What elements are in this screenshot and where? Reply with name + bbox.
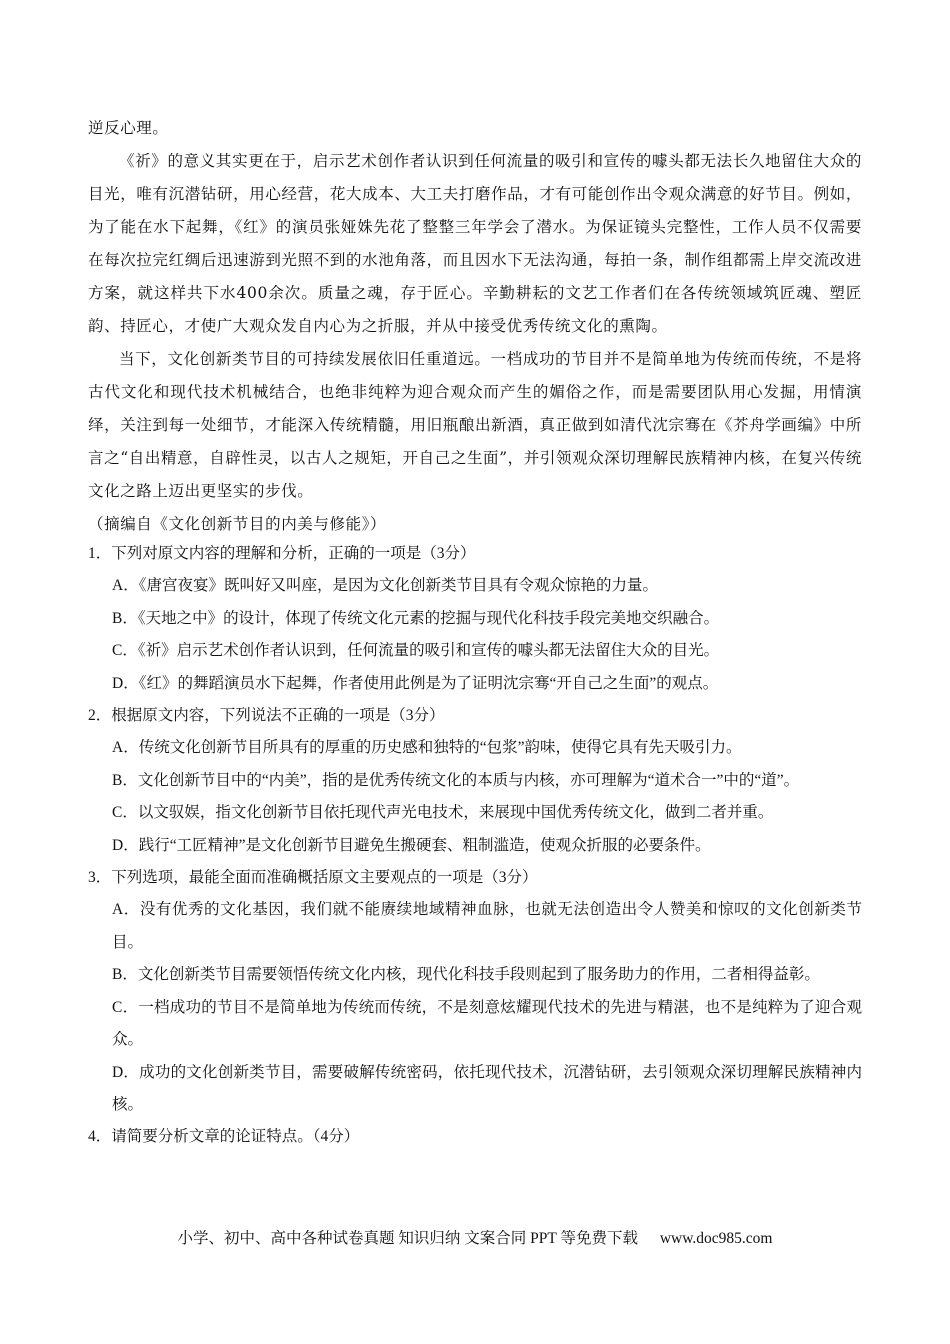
question-1 (88, 538, 862, 700)
option-a: A．没有优秀的文化基因，我们就不能赓续地域精神血脉，也就无法创造出令人赞美和惊叹的文化创新类节目。 (112, 901, 862, 951)
question-4 (88, 1121, 862, 1153)
question-stem: 1．下列对原文内容的理解和分析，正确的一项是（3分） (88, 545, 476, 562)
option-b: B．文化创新节目中的“内美”，指的是优秀传统文化的本质与内核，亦可理解为“道术合一”中的“道”。 (112, 771, 800, 789)
footer-link[interactable]: www.doc985.com (659, 1230, 773, 1247)
option-d: D．成功的文化创新类节目，需要破解传统密码，依托现代技术，沉潜钻研，去引领观众深切理解民族精神内核。 (112, 1063, 862, 1113)
passage-paragraph: 逆反心理。 (88, 119, 169, 137)
passage-paragraph: 《祈》的意义其实更在于，启示艺术创作者认识到任何流量的吸引和宣传的噱头都无法长久地留住大众的目光，唯有沉潜钻研，用心经营，花大成本、大工夫打磨作品，才有可能创作出令观众满意的好节目。例如，为了能在水下起舞，《红》的演员张娅姝先花了整整三年学会了潜水。为保证镜头完整性，工作人员不仅需要在每次拉完红绸后迅速游到光照不到的水池角落，而且因水下无法沟通，每拍一条，制作组都需上岸交流改进方案，就这样共下水400余次。质量之魂，存于匠心。辛勤耕耘的文艺工作者们在各传统领域筑匠魂、塑匠韵、持匠心，才使广大观众发自内心为之折服，并从中接受优秀传统文化的熏陶。 (88, 152, 862, 335)
question-list (88, 538, 862, 1154)
page-footer (0, 1226, 950, 1248)
passage-paragraph: 当下，文化创新类节目的可持续发展依旧任重道远。一档成功的节目并不是简单地为传统而传统，不是将古代文化和现代技术机械结合，也绝非纯粹为迎合观众而产生的媚俗之作，而是需要团队用心发掘，用情演绎，关注到每一处细节，才能深入传统精髓，用旧瓶酿出新酒，真正做到如清代沈宗骞在《芥舟学画编》中所言之“自出精意，自辟性灵，以古人之规矩，开自己之生面”，并引领观众深切理解民族精神内核，在复兴传统文化之路上迈出更坚实的步伐。 (88, 350, 862, 500)
question-2 (88, 700, 862, 862)
option-c: C．《祈》启示艺术创作者认识到，任何流量的吸引和宣传的噱头都无法留住大众的目光。 (112, 642, 720, 660)
option-d: D．践行“工匠精神”是文化创新节目避免生搬硬套、粗制滥造，使观众折服的必要条件。 (112, 836, 711, 854)
question-3 (88, 862, 862, 1121)
footer-text: 小学、初中、高中各种试卷真题 知识归纳 文案合同 PPT 等免费下载 (177, 1230, 638, 1247)
option-d: D．《红》的舞蹈演员水下起舞，作者使用此例是为了证明沈宗骞“开自己之生面”的观点。 (112, 674, 719, 692)
question-stem: 2．根据原文内容，下列说法不正确的一项是（3分） (88, 707, 445, 725)
option-c: C．一档成功的节目不是简单地为传统而传统，不是刻意炫耀现代技术的先进与精湛，也不是纯粹为了迎合观众。 (112, 998, 862, 1049)
option-a: A．传统文化创新节目所具有的厚重的历史感和独特的“包浆”韵味，使得它具有先天吸引力。 (112, 739, 742, 757)
question-stem: 4．请简要分析文章的论证特点。（4分） (88, 1128, 360, 1146)
question-stem: 3．下列选项，最能全面而准确概括原文主要观点的一项是（3分） (88, 869, 538, 887)
reading-passage (88, 112, 862, 541)
option-b: B．《天地之中》的设计，体现了传统文化元素的挖掘与现代化科技手段完美地交织融合。 (112, 609, 720, 627)
passage-source: （摘编自《文化创新节目的内美与修能》） (88, 515, 387, 533)
option-c: C．以文驭娱，指文化创新节目依托现代声光电技术，来展现中国优秀传统文化，做到二者并重。 (112, 804, 774, 822)
option-a: A．《唐宫夜宴》既叫好又叫座，是因为文化创新类节目具有令观众惊艳的力量。 (112, 577, 658, 595)
option-b: B．文化创新类节目需要领悟传统文化内核，现代化科技手段则起到了服务助力的作用，二者相得益彰。 (112, 966, 820, 984)
